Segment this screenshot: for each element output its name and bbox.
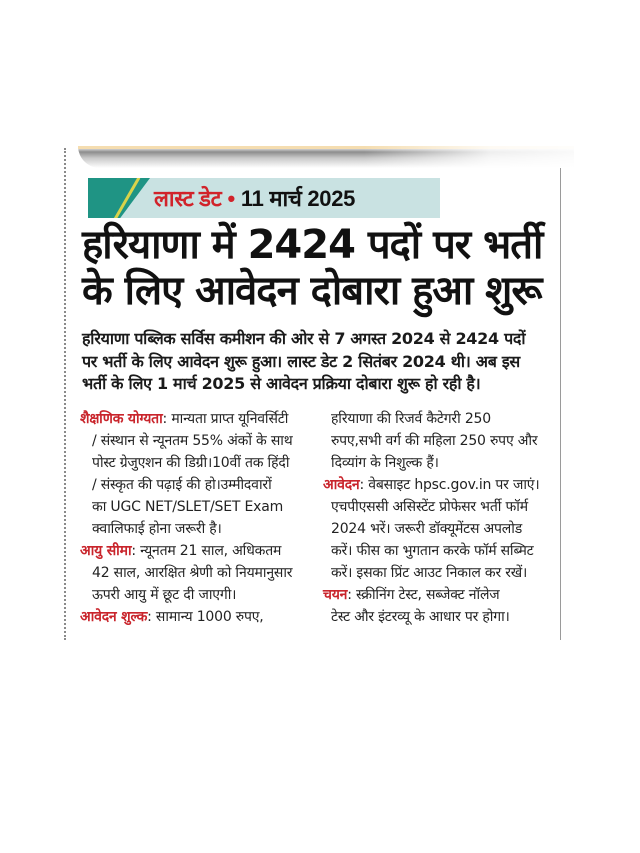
application-line: 2024 भरें। जरूरी डॉक्यूमेंटस अपलोड — [331, 521, 522, 537]
lead-line-2: पर भर्ती के लिए आवेदन शुरू हुआ। लास्ट डेट 2 सितंबर 2024 थी। अब इस — [82, 351, 520, 371]
application-first-line: : वेबसाइट hpsc.gov.in पर जाएं। — [359, 477, 540, 493]
application-line: करें। इसका प्रिंट आउट निकाल कर रखें। — [331, 565, 528, 581]
age-limit-line: 42 साल, आरक्षित श्रेणी को नियमानुसार — [92, 565, 293, 581]
last-date-label: लास्ट डेट — [154, 186, 222, 211]
qualification-label: शैक्षणिक योग्यता — [80, 411, 163, 427]
fee-line: हरियाणा की रिजर्व कैटेगरी 250 — [331, 411, 491, 427]
bullet-separator: • — [227, 186, 235, 211]
fee-section-continued — [323, 408, 555, 474]
headline — [82, 222, 552, 314]
banner-text — [154, 183, 355, 213]
fee-label: आवेदन शुल्क — [80, 609, 148, 625]
lead-paragraph — [82, 328, 552, 396]
headline-line-2: के लिए आवेदन दोबारा हुआ शुरू — [82, 268, 542, 314]
last-date-value: 11 मार्च 2025 — [240, 186, 356, 211]
age-limit-first-line: : न्यूनतम 21 साल, अधिकतम — [131, 543, 282, 559]
age-limit-section — [80, 540, 308, 606]
qualification-first-line: : मान्यता प्राप्त यूनिवर्सिटी — [162, 411, 289, 427]
age-limit-line: ऊपरी आयु में छूट दी जाएगी। — [92, 587, 237, 603]
clipping-left-border — [64, 148, 66, 640]
lead-line-1: हरियाणा पब्लिक सर्विस कमीशन की ओर से 7 अगस्त 2024 से 2424 पदों — [82, 329, 526, 348]
selection-section — [323, 584, 555, 628]
left-column — [80, 408, 308, 628]
selection-line: टेस्ट और इंटरव्यू के आधार पर होगा। — [331, 609, 510, 625]
qualification-section — [80, 408, 308, 540]
age-limit-label: आयु सीमा — [80, 543, 132, 559]
application-line: करें। फीस का भुगतान करके फॉर्म सब्मिट — [331, 543, 534, 559]
qualification-line: / संस्कृत की पढ़ाई की हो।उम्मीदवारों — [92, 477, 272, 493]
fee-section — [80, 606, 308, 628]
column-right-rule — [560, 168, 561, 640]
headline-line-1: हरियाणा में 2424 पदों पर भर्ती — [82, 222, 543, 268]
lead-line-3: भर्ती के लिए 1 मार्च 2025 से आवेदन प्रक्रिया दोबारा शुरू हो रही है। — [82, 374, 481, 393]
qualification-line: पोस्ट ग्रेजुएशन की डिग्री।10वीं तक हिंदी — [92, 455, 290, 471]
last-date-banner — [88, 178, 440, 218]
qualification-line: / संस्थान से न्यूनतम 55% अंकों के साथ — [92, 433, 293, 449]
application-label: आवेदन — [323, 477, 360, 493]
fee-line: रुपए,सभी वर्ग की महिला 250 रुपए और — [331, 433, 538, 449]
clipping-top-shadow-fade — [364, 146, 574, 168]
selection-label: चयन — [323, 587, 348, 603]
news-clipping — [64, 146, 574, 640]
qualification-line: क्वालिफाई होना जरूरी है। — [92, 521, 222, 537]
application-line: एचपीएससी असिस्टेंट प्रोफेसर भर्ती फॉर्म — [331, 499, 528, 515]
qualification-line: का UGC NET/SLET/SET Exam — [92, 499, 284, 515]
fee-line: दिव्यांग के निशुल्क हैं। — [331, 455, 439, 471]
fee-first-line: : सामान्य 1000 रुपए, — [147, 609, 264, 625]
selection-first-line: : स्क्रीनिंग टेस्ट, सब्जेक्ट नॉलेज — [347, 587, 500, 603]
right-column — [323, 408, 555, 628]
application-section — [323, 474, 555, 584]
